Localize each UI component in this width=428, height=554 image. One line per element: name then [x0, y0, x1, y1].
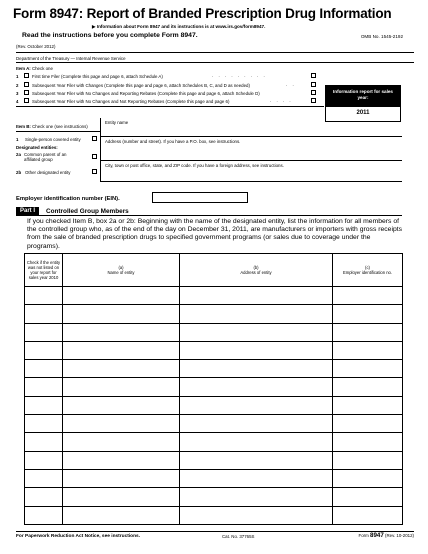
- item-b-option-2a: Common parent of an affiliated group: [24, 152, 67, 162]
- item-a-option-3: Subsequent Year Filer with No Changes and Reporting Rebates (Complete this page and page 6, attach Schedule D): [32, 91, 260, 96]
- row-address-cell[interactable]: [180, 287, 333, 305]
- table-row: [25, 433, 403, 451]
- item-a-checkbox-3[interactable]: [24, 90, 29, 95]
- table-row: [25, 396, 403, 414]
- form-title: Form 8947: Report of Branded Prescription Drug Information: [13, 6, 392, 21]
- part-1-tag: Part I: [16, 207, 39, 216]
- col-header-address: (b) Address of entity: [180, 254, 333, 287]
- row-name-cell[interactable]: [63, 488, 180, 506]
- read-instructions-line: Read the instructions before you complete Form 8947.: [22, 32, 198, 39]
- entity-address-label: Address (number and street). If you have a P.O. box, see instructions.: [105, 139, 241, 144]
- row-ein-cell[interactable]: [333, 341, 403, 359]
- item-a-checkbox-1[interactable]: [24, 73, 29, 78]
- table-row: [25, 287, 403, 305]
- row-address-cell[interactable]: [180, 378, 333, 396]
- catalog-number: Cat. No. 37765S: [222, 534, 255, 539]
- table-row: [25, 341, 403, 359]
- row-name-cell[interactable]: [63, 396, 180, 414]
- row-name-cell[interactable]: [63, 506, 180, 524]
- entity-name-field[interactable]: [101, 118, 402, 137]
- item-a-checkbox-2-right[interactable]: [311, 82, 316, 87]
- table-row: [25, 378, 403, 396]
- row-name-cell[interactable]: [63, 451, 180, 469]
- row-checkbox-cell[interactable]: [25, 378, 63, 396]
- part-1-header: [16, 207, 402, 216]
- item-a-num-3: 3: [16, 91, 19, 96]
- row-address-cell[interactable]: [180, 341, 333, 359]
- row-ein-cell[interactable]: [333, 305, 403, 323]
- row-name-cell[interactable]: [63, 287, 180, 305]
- row-ein-cell[interactable]: [333, 433, 403, 451]
- row-address-cell[interactable]: [180, 488, 333, 506]
- row-ein-cell[interactable]: [333, 287, 403, 305]
- item-b-checkbox-2b[interactable]: [92, 169, 97, 174]
- item-a-checkbox-4[interactable]: [24, 98, 29, 103]
- entity-name-label: Entity name: [105, 120, 129, 125]
- row-address-cell[interactable]: [180, 360, 333, 378]
- table-row: [25, 488, 403, 506]
- entity-info-block: [100, 118, 402, 182]
- item-b-checkbox-2a[interactable]: [92, 154, 97, 159]
- entity-address-field[interactable]: [101, 137, 402, 161]
- row-name-cell[interactable]: [63, 415, 180, 433]
- item-a-checkbox-2[interactable]: [24, 82, 29, 87]
- table-row: [25, 323, 403, 341]
- row-ein-cell[interactable]: [333, 488, 403, 506]
- dot-leader: . . . . . . . . .: [212, 73, 267, 78]
- row-ein-cell[interactable]: [333, 360, 403, 378]
- dot-leader: . .: [286, 82, 296, 87]
- footer-divider: [16, 531, 414, 532]
- table-row: [25, 305, 403, 323]
- part-1-title: Controlled Group Members: [46, 208, 129, 215]
- row-address-cell[interactable]: [180, 469, 333, 487]
- col-header-not-listed: Check if the entity was not listed on your report for sales year 2010: [25, 254, 63, 287]
- sales-year-value: 2011: [356, 110, 370, 116]
- controlled-group-table: [24, 253, 403, 525]
- item-a-num-1: 1: [16, 74, 19, 79]
- row-checkbox-cell[interactable]: [25, 469, 63, 487]
- row-ein-cell[interactable]: [333, 469, 403, 487]
- department-divider: [16, 62, 414, 63]
- item-b-num-1: 1: [16, 137, 19, 142]
- row-name-cell[interactable]: [63, 360, 180, 378]
- row-name-cell[interactable]: [63, 305, 180, 323]
- row-address-cell[interactable]: [180, 323, 333, 341]
- item-b-heading: Item B: Check one (see instructions): [16, 124, 88, 129]
- item-b-divider: [16, 131, 100, 132]
- item-b-option-2b: Other designated entity: [25, 170, 71, 175]
- part-1-instructions: If you checked Item B, box 2a or 2b: Beginning with the name of the designated entity, list the information for all members of the controlled group who, as of the end of the day on December 31, 2011, are manufacturers or importers with gross receipts from the sale of branded prescription drugs to specified government programs (or sales due to coverage under the programs).: [27, 218, 403, 250]
- row-name-cell[interactable]: [63, 323, 180, 341]
- item-a-option-4: Subsequent Year Filer with No Changes and Not Reporting Rebates (Complete this page and page 6): [32, 99, 230, 104]
- row-ein-cell[interactable]: [333, 506, 403, 524]
- row-name-cell[interactable]: [63, 469, 180, 487]
- entity-city-field[interactable]: [101, 161, 402, 182]
- row-ein-cell[interactable]: [333, 451, 403, 469]
- row-checkbox-cell[interactable]: [25, 287, 63, 305]
- table-row: [25, 469, 403, 487]
- row-checkbox-cell[interactable]: [25, 341, 63, 359]
- table-row: [25, 415, 403, 433]
- form-id-footer: Form 8947 (Rev. 10-2012): [358, 532, 414, 539]
- row-checkbox-cell[interactable]: [25, 323, 63, 341]
- ein-label: Employer identification number (EIN).: [16, 196, 120, 202]
- ein-input[interactable]: [152, 192, 248, 203]
- table-row: [25, 360, 403, 378]
- row-checkbox-cell[interactable]: [25, 488, 63, 506]
- row-checkbox-cell[interactable]: [25, 360, 63, 378]
- item-b-option-1: Single-person covered entity: [25, 137, 81, 142]
- row-ein-cell[interactable]: [333, 415, 403, 433]
- sales-year-heading: Information report for sales year:: [326, 86, 400, 107]
- row-checkbox-cell[interactable]: [25, 396, 63, 414]
- row-ein-cell[interactable]: [333, 396, 403, 414]
- col-header-name: (a) Name of entity: [63, 254, 180, 287]
- row-name-cell[interactable]: [63, 378, 180, 396]
- omb-number: OMB No. 1545-2192: [360, 34, 403, 39]
- row-address-cell[interactable]: [180, 451, 333, 469]
- row-checkbox-cell[interactable]: [25, 451, 63, 469]
- row-address-cell[interactable]: [180, 415, 333, 433]
- row-name-cell[interactable]: [63, 341, 180, 359]
- row-address-cell[interactable]: [180, 506, 333, 524]
- entity-city-label: City, town or post office, state, and ZIP code. If you have a foreign address, see instructions.: [105, 163, 284, 168]
- table-row: [25, 506, 403, 524]
- table-row: [25, 451, 403, 469]
- item-a-num-4: 4: [16, 99, 19, 104]
- sales-year-box: [325, 85, 401, 122]
- row-checkbox-cell[interactable]: [25, 433, 63, 451]
- col-header-ein: (c) Employer identification no.: [333, 254, 403, 287]
- item-a-option-2: Subsequent Year Filer with Changes (Complete this page and page 6, attach Schedules B, C, and D as needed): [32, 83, 250, 88]
- item-a-checkbox-3-right[interactable]: [311, 90, 316, 95]
- item-b-checkbox-1[interactable]: [92, 136, 97, 141]
- item-a-checkbox-1-right[interactable]: [311, 73, 316, 78]
- row-checkbox-cell[interactable]: [25, 415, 63, 433]
- item-b-num-2b: 2b: [16, 170, 22, 175]
- table-header-row: [25, 254, 403, 287]
- row-checkbox-cell[interactable]: [25, 305, 63, 323]
- row-address-cell[interactable]: [180, 305, 333, 323]
- row-name-cell[interactable]: [63, 433, 180, 451]
- item-b-num-2a: 2a: [16, 152, 21, 157]
- designated-entities-label: Designated entities:: [16, 145, 58, 150]
- header-divider: [16, 52, 414, 53]
- department-line: Department of the Treasury — Internal Revenue Service: [16, 56, 126, 61]
- info-line: ▶ Information about Form 8947 and its instructions is at www.irs.gov/form8947.: [92, 24, 266, 29]
- item-a-option-1: First time Filer (Complete this page and page 6, attach Schedule A): [32, 74, 163, 79]
- revision-date: (Rev. October 2012): [16, 44, 56, 49]
- row-ein-cell[interactable]: [333, 323, 403, 341]
- item-a-num-2: 2: [16, 83, 19, 88]
- row-address-cell[interactable]: [180, 396, 333, 414]
- dot-leader: . . . .: [270, 98, 293, 103]
- row-checkbox-cell[interactable]: [25, 506, 63, 524]
- paperwork-notice: For Paperwork Reduction Act Notice, see instructions.: [16, 534, 141, 539]
- item-a-divider: [16, 106, 324, 107]
- row-address-cell[interactable]: [180, 433, 333, 451]
- item-a-heading: Item A: Check one: [16, 66, 53, 71]
- item-a-checkbox-4-right[interactable]: [311, 98, 316, 103]
- row-ein-cell[interactable]: [333, 378, 403, 396]
